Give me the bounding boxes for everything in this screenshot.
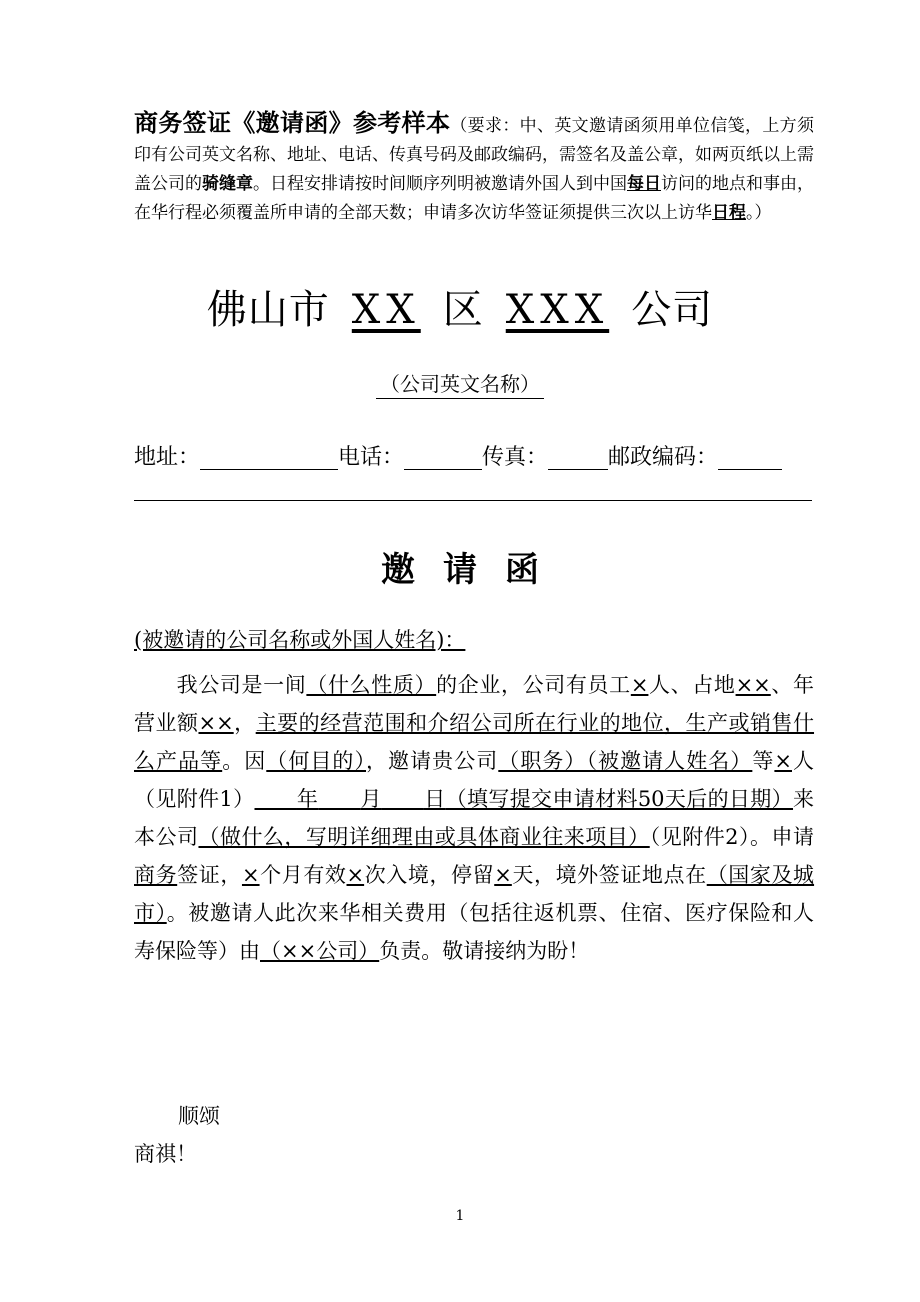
body-text: （见附件2）。申请 — [649, 825, 815, 849]
body-text: 签证， — [177, 863, 242, 887]
body-text: ， — [233, 711, 256, 735]
body-text: 人、占地 — [648, 673, 736, 697]
company-name-heading — [0, 278, 920, 335]
body-text: 我公司是一间 — [176, 673, 307, 697]
body-text: 来本公司 — [134, 787, 815, 849]
note-text-3: 访问的地点和事由，在华行程必须覆盖所申请的全部天数；申请多次访华签证须提供三次以上访华 — [134, 174, 814, 223]
note-schedule: 日程 — [712, 203, 746, 223]
requirements-note — [134, 108, 814, 228]
fill-validity-months: × — [241, 863, 260, 887]
fill-annual-revenue: ×× — [198, 711, 234, 735]
fill-business-scope: 主要的经营范围和介绍公司所在行业的地位，生产或销售什么产品等 — [134, 711, 815, 773]
page-number: 1 — [455, 1208, 465, 1224]
address-blank — [200, 443, 338, 470]
postcode-blank — [718, 443, 782, 470]
date-month: 月 — [360, 787, 382, 811]
body-text: 个月有效 — [259, 863, 347, 887]
salutation-text: (被邀请的公司名称或外国人姓名)： — [134, 628, 466, 652]
note-text-4: 。） — [746, 203, 772, 223]
english-name-placeholder: （公司英文名称） — [376, 372, 544, 399]
fill-stay-days: × — [494, 863, 512, 887]
fill-entries: × — [346, 863, 365, 887]
company-text: 公司 — [631, 287, 714, 333]
body-text: ，邀请贵公司 — [366, 749, 499, 773]
fill-purpose: （何目的） — [266, 749, 367, 773]
body-text: 、年营业额 — [134, 673, 815, 735]
fill-invitee-count: × — [774, 749, 792, 773]
letter-title: 邀请函 — [381, 550, 567, 590]
district-text: 区 — [442, 287, 484, 333]
body-text: 的企业，公司有员工 — [436, 673, 631, 697]
sample-heading: 商务签证《邀请函》参考样本 — [134, 108, 451, 137]
body-text: 次入境，停留 — [364, 863, 495, 887]
note-daily: 每日 — [627, 174, 661, 194]
body-text: 。被邀请人此次来华相关费用（包括往返机票、住宿、医疗保险和人寿保险等）由 — [134, 901, 815, 963]
address-label: 地址： — [134, 445, 201, 470]
date-day: 日 — [423, 787, 446, 811]
date-year: 年 — [296, 787, 319, 811]
city-text: 佛山市 — [206, 287, 330, 333]
fill-company-nature: （什么性质） — [306, 673, 437, 697]
body-text: 负责。敬请接纳为盼！ — [379, 939, 590, 963]
closing-regards: 顺颂 — [178, 1104, 220, 1128]
letterhead-divider — [134, 500, 812, 501]
contact-line — [134, 440, 814, 471]
body-text: 天，境外签证地点在 — [511, 863, 707, 887]
fill-date-note: （填写提交申请材料50天后的日期） — [445, 787, 794, 811]
phone-blank — [404, 443, 482, 470]
fill-invitee-title-name: （职务）（被邀请人姓名） — [498, 749, 753, 773]
fill-land-area: ×× — [735, 673, 771, 697]
closing-wishes: 商祺！ — [134, 1142, 197, 1166]
body-text: 人（见附件1） — [134, 749, 815, 811]
body-text: 。因 — [222, 749, 267, 773]
fill-visa-location: （国家及城市） — [134, 863, 815, 925]
fill-expense-payer: （××公司） — [260, 939, 380, 963]
fax-label: 传真： — [482, 445, 549, 470]
phone-label: 电话： — [338, 445, 405, 470]
note-seal: 骑缝章 — [202, 174, 253, 194]
fill-employee-count: × — [630, 673, 649, 697]
fax-blank — [548, 443, 608, 470]
note-text-1: （要求：中、英文邀请函须用单位信笺，上方须印有公司英文名称、地址、电话、传真号码及邮政编码，需签名及盖公章，如两页纸以上需盖公司的 — [134, 116, 815, 194]
district-blank: XX — [351, 287, 421, 333]
body-text: 等 — [752, 749, 775, 773]
postcode-label: 邮政编码： — [608, 445, 719, 470]
fill-visit-reason: （做什么，写明详细理由或具体商业往来项目） — [198, 825, 650, 849]
english-name-line — [0, 368, 920, 397]
fill-date — [254, 787, 445, 811]
note-text-2: 。日程安排请按时间顺序列明被邀请外国人到中国 — [253, 174, 627, 194]
letter-body — [134, 666, 814, 970]
salutation — [134, 624, 465, 654]
company-blank: XXX — [505, 287, 610, 333]
fill-visa-type: 商务 — [134, 863, 178, 887]
